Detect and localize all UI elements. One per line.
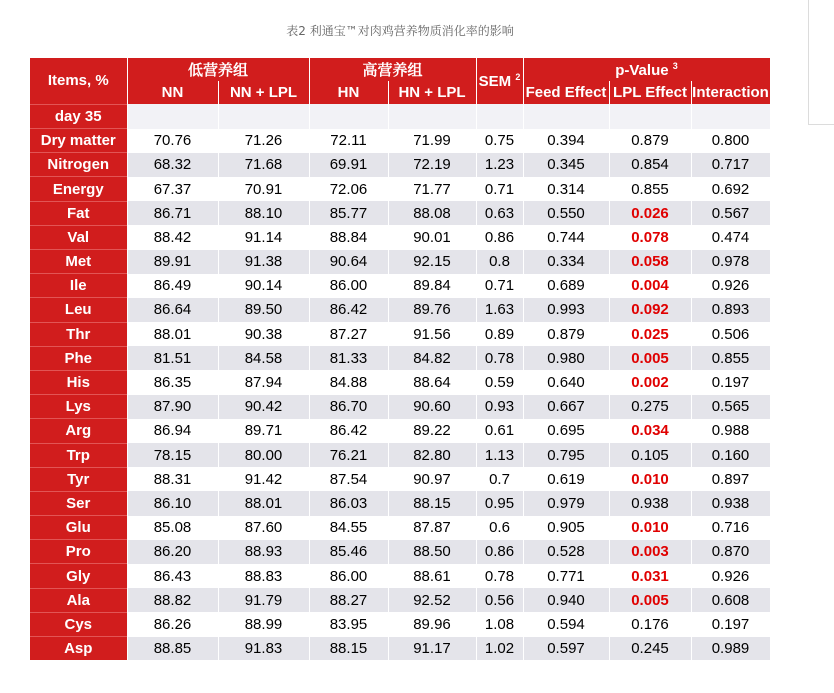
table-row <box>30 250 770 274</box>
table-cell: 88.50 <box>388 540 476 564</box>
table-cell: 0.78 <box>476 564 523 588</box>
table-cell: 90.14 <box>218 274 309 298</box>
table-cell: 91.79 <box>218 588 309 612</box>
table-cell: 89.22 <box>388 419 476 443</box>
table-row <box>30 346 770 370</box>
row-item-label: Asp <box>30 637 127 661</box>
table-cell: 0.980 <box>523 346 609 370</box>
table-row <box>30 322 770 346</box>
table-cell: 0.855 <box>691 346 770 370</box>
table-cell: 0.854 <box>609 153 691 177</box>
row-item-label: Cys <box>30 612 127 636</box>
table-cell: 0.002 <box>609 370 691 394</box>
table-cell: 88.82 <box>127 588 218 612</box>
row-item-label: Glu <box>30 516 127 540</box>
table-cell: 0.034 <box>609 419 691 443</box>
table-row <box>30 395 770 419</box>
table-row <box>30 516 770 540</box>
table-cell: 85.08 <box>127 516 218 540</box>
table-cell: 0.092 <box>609 298 691 322</box>
table-cell: 0.275 <box>609 395 691 419</box>
table-cell: 71.99 <box>388 129 476 153</box>
table-cell: 89.71 <box>218 419 309 443</box>
table-cell: 0.71 <box>476 177 523 201</box>
table-cell: 86.10 <box>127 491 218 515</box>
table-cell: 0.567 <box>691 201 770 225</box>
table-cell: 71.68 <box>218 153 309 177</box>
table-row <box>30 467 770 491</box>
table-cell: 0.771 <box>523 564 609 588</box>
table-cell: 0.978 <box>691 250 770 274</box>
table-cell: 0.71 <box>476 274 523 298</box>
table-cell: 78.15 <box>127 443 218 467</box>
header-low-group: 低营养组 <box>127 58 309 81</box>
table-cell: 0.031 <box>609 564 691 588</box>
table-cell: 86.03 <box>309 491 388 515</box>
table-row <box>30 588 770 612</box>
table-cell: 0.640 <box>523 370 609 394</box>
table-cell: 72.11 <box>309 129 388 153</box>
row-item-label: Tyr <box>30 467 127 491</box>
table-cell: 0.93 <box>476 395 523 419</box>
table-cell: 0.474 <box>691 225 770 249</box>
table-cell: 86.26 <box>127 612 218 636</box>
table-cell: 88.15 <box>309 637 388 661</box>
table-cell: 89.76 <box>388 298 476 322</box>
table-cell: 0.394 <box>523 129 609 153</box>
table-cell: 87.54 <box>309 467 388 491</box>
row-item-label: Leu <box>30 298 127 322</box>
table-cell: 86.00 <box>309 564 388 588</box>
table-cell: 86.00 <box>309 274 388 298</box>
table-row <box>30 370 770 394</box>
table-cell: 86.49 <box>127 274 218 298</box>
table-row <box>30 564 770 588</box>
table-cell: 88.31 <box>127 467 218 491</box>
table-cell: 88.83 <box>218 564 309 588</box>
table-cell: 71.77 <box>388 177 476 201</box>
table-row <box>30 129 770 153</box>
row-item-label: Val <box>30 225 127 249</box>
table-cell: 81.51 <box>127 346 218 370</box>
table-cell: 0.59 <box>476 370 523 394</box>
header-pvalue: p-Value $^3$ <box>523 58 770 81</box>
table-cell: 71.26 <box>218 129 309 153</box>
table-row <box>30 201 770 225</box>
table-cell: 0.795 <box>523 443 609 467</box>
table-cell: 76.21 <box>309 443 388 467</box>
table-cell: 72.19 <box>388 153 476 177</box>
table-row <box>30 225 770 249</box>
section-label: day 35 <box>30 104 127 128</box>
table-row <box>30 540 770 564</box>
table-cell: 0.594 <box>523 612 609 636</box>
table-cell: 86.71 <box>127 201 218 225</box>
table-cell: 70.91 <box>218 177 309 201</box>
table-cell: 0.717 <box>691 153 770 177</box>
table-cell: 90.38 <box>218 322 309 346</box>
table-cell: 0.025 <box>609 322 691 346</box>
table-cell: 88.10 <box>218 201 309 225</box>
table-cell: 89.96 <box>388 612 476 636</box>
table-cell: 0.334 <box>523 250 609 274</box>
table-cell: 0.003 <box>609 540 691 564</box>
table-row <box>30 274 770 298</box>
digestibility-table <box>30 58 771 660</box>
table-cell: 88.08 <box>388 201 476 225</box>
table-cell: 0.855 <box>609 177 691 201</box>
row-item-label: Gly <box>30 564 127 588</box>
table-cell: 0.905 <box>523 516 609 540</box>
table-cell: 0.597 <box>523 637 609 661</box>
table-cell: 0.89 <box>476 322 523 346</box>
table-cell: 80.00 <box>218 443 309 467</box>
table-cell: 0.897 <box>691 467 770 491</box>
table-cell: 82.80 <box>388 443 476 467</box>
table-cell: 0.86 <box>476 225 523 249</box>
table-cell: 88.15 <box>388 491 476 515</box>
table-cell: 0.993 <box>523 298 609 322</box>
table-cell: 0.988 <box>691 419 770 443</box>
table-cell: 84.55 <box>309 516 388 540</box>
table-row <box>30 298 770 322</box>
header-col-hn: HN <box>309 81 388 104</box>
row-item-label: Dry matter <box>30 129 127 153</box>
table-cell: 1.02 <box>476 637 523 661</box>
row-item-label: Arg <box>30 419 127 443</box>
table-cell: 88.99 <box>218 612 309 636</box>
table-row <box>30 419 770 443</box>
table-cell: 0.160 <box>691 443 770 467</box>
table-cell: 0.005 <box>609 588 691 612</box>
table-cell: 0.75 <box>476 129 523 153</box>
table-cell: 91.14 <box>218 225 309 249</box>
table-cell: 0.058 <box>609 250 691 274</box>
table-cell: 67.37 <box>127 177 218 201</box>
header-high-group: 高营养组 <box>309 58 476 81</box>
table-cell: 86.64 <box>127 298 218 322</box>
table-cell: 0.926 <box>691 274 770 298</box>
table-cell: 87.94 <box>218 370 309 394</box>
table-row <box>30 177 770 201</box>
table-cell: 86.43 <box>127 564 218 588</box>
table-cell: 0.6 <box>476 516 523 540</box>
table-cell: 88.42 <box>127 225 218 249</box>
header-col-nn: NN <box>127 81 218 104</box>
table-cell: 0.689 <box>523 274 609 298</box>
table-cell: 0.938 <box>609 491 691 515</box>
table-cell: 0.314 <box>523 177 609 201</box>
table-cell: 1.63 <box>476 298 523 322</box>
table-cell: 1.13 <box>476 443 523 467</box>
table-cell: 0.005 <box>609 346 691 370</box>
table-cell: 90.97 <box>388 467 476 491</box>
table-cell: 0.61 <box>476 419 523 443</box>
table-cell: 0.619 <box>523 467 609 491</box>
table-row <box>30 443 770 467</box>
header-interaction: Interaction <box>691 81 770 104</box>
table-cell: 0.7 <box>476 467 523 491</box>
side-panel-edge <box>808 0 834 125</box>
row-item-label: Phe <box>30 346 127 370</box>
table-cell: 81.33 <box>309 346 388 370</box>
table-cell: 0.197 <box>691 370 770 394</box>
table-cell: 88.27 <box>309 588 388 612</box>
table-cell: 86.70 <box>309 395 388 419</box>
row-item-label: Ser <box>30 491 127 515</box>
table-cell: 0.105 <box>609 443 691 467</box>
table-cell: 89.50 <box>218 298 309 322</box>
table-cell: 69.91 <box>309 153 388 177</box>
table-cell: 0.879 <box>609 129 691 153</box>
table-cell: 1.23 <box>476 153 523 177</box>
table-cell: 90.42 <box>218 395 309 419</box>
table-cell: 87.87 <box>388 516 476 540</box>
table-cell: 0.800 <box>691 129 770 153</box>
table-cell: 86.42 <box>309 298 388 322</box>
table-cell: 1.08 <box>476 612 523 636</box>
table-cell: 88.01 <box>127 322 218 346</box>
table-cell: 0.744 <box>523 225 609 249</box>
table-cell: 0.026 <box>609 201 691 225</box>
table-cell: 90.64 <box>309 250 388 274</box>
row-item-label: His <box>30 370 127 394</box>
table-cell: 84.88 <box>309 370 388 394</box>
row-item-label: Fat <box>30 201 127 225</box>
table-cell: 0.010 <box>609 467 691 491</box>
table-cell: 0.565 <box>691 395 770 419</box>
header-sem: SEM $^2$ <box>476 58 523 104</box>
table-cell: 88.61 <box>388 564 476 588</box>
table-cell: 70.76 <box>127 129 218 153</box>
table-cell: 68.32 <box>127 153 218 177</box>
row-item-label: Ile <box>30 274 127 298</box>
table-cell: 91.56 <box>388 322 476 346</box>
table-row <box>30 491 770 515</box>
header-feed-effect: Feed Effect <box>523 81 609 104</box>
table-cell: 0.63 <box>476 201 523 225</box>
table-cell: 0.8 <box>476 250 523 274</box>
table-cell: 88.64 <box>388 370 476 394</box>
table-cell: 90.01 <box>388 225 476 249</box>
table-cell: 0.979 <box>523 491 609 515</box>
table-cell: 86.42 <box>309 419 388 443</box>
row-item-label: Lys <box>30 395 127 419</box>
table-cell: 91.42 <box>218 467 309 491</box>
table-cell: 88.84 <box>309 225 388 249</box>
table-cell: 72.06 <box>309 177 388 201</box>
row-item-label: Pro <box>30 540 127 564</box>
table-cell: 0.870 <box>691 540 770 564</box>
table-cell: 85.77 <box>309 201 388 225</box>
table-row <box>30 153 770 177</box>
table-cell: 0.010 <box>609 516 691 540</box>
table-cell: 83.95 <box>309 612 388 636</box>
section-row <box>30 104 770 128</box>
table-cell: 0.86 <box>476 540 523 564</box>
table-cell: 89.84 <box>388 274 476 298</box>
table-cell: 0.940 <box>523 588 609 612</box>
table-cell: 0.608 <box>691 588 770 612</box>
row-item-label: Energy <box>30 177 127 201</box>
table-cell: 85.46 <box>309 540 388 564</box>
table-cell: 84.82 <box>388 346 476 370</box>
table-cell: 0.78 <box>476 346 523 370</box>
table-cell: 0.926 <box>691 564 770 588</box>
row-item-label: Ala <box>30 588 127 612</box>
table-cell: 0.345 <box>523 153 609 177</box>
table-row <box>30 612 770 636</box>
table-cell: 87.60 <box>218 516 309 540</box>
header-items: Items, % <box>30 58 127 104</box>
table-cell: 0.197 <box>691 612 770 636</box>
table-cell: 91.38 <box>218 250 309 274</box>
table-cell: 87.27 <box>309 322 388 346</box>
table-cell: 0.078 <box>609 225 691 249</box>
table-cell: 0.176 <box>609 612 691 636</box>
table-cell: 88.85 <box>127 637 218 661</box>
table-cell: 86.94 <box>127 419 218 443</box>
table-cell: 0.879 <box>523 322 609 346</box>
table-cell: 0.695 <box>523 419 609 443</box>
table-cell: 0.95 <box>476 491 523 515</box>
table-cell: 87.90 <box>127 395 218 419</box>
table-cell: 88.93 <box>218 540 309 564</box>
table-cell: 88.01 <box>218 491 309 515</box>
table-cell: 86.35 <box>127 370 218 394</box>
table-cell: 0.506 <box>691 322 770 346</box>
table-cell: 0.004 <box>609 274 691 298</box>
header-col-hn-lpl: HN + LPL <box>388 81 476 104</box>
table-cell: 90.60 <box>388 395 476 419</box>
row-item-label: Nitrogen <box>30 153 127 177</box>
table-cell: 0.550 <box>523 201 609 225</box>
table-cell: 84.58 <box>218 346 309 370</box>
row-item-label: Thr <box>30 322 127 346</box>
table-cell: 91.17 <box>388 637 476 661</box>
row-item-label: Met <box>30 250 127 274</box>
table-cell: 0.692 <box>691 177 770 201</box>
table-cell: 0.989 <box>691 637 770 661</box>
table-cell: 92.15 <box>388 250 476 274</box>
table-cell: 0.528 <box>523 540 609 564</box>
table-row <box>30 637 770 661</box>
table-caption: 表2 利通宝™对肉鸡营养物质消化率的影响 <box>286 24 514 38</box>
table-cell: 86.20 <box>127 540 218 564</box>
table-cell: 89.91 <box>127 250 218 274</box>
header-lpl-effect: LPL Effect <box>609 81 691 104</box>
table-cell: 0.716 <box>691 516 770 540</box>
row-item-label: Trp <box>30 443 127 467</box>
table-cell: 0.245 <box>609 637 691 661</box>
table-cell: 91.83 <box>218 637 309 661</box>
table-cell: 0.938 <box>691 491 770 515</box>
table-cell: 92.52 <box>388 588 476 612</box>
table-cell: 0.893 <box>691 298 770 322</box>
table-cell: 0.56 <box>476 588 523 612</box>
table-cell: 0.667 <box>523 395 609 419</box>
header-col-nn-lpl: NN + LPL <box>218 81 309 104</box>
